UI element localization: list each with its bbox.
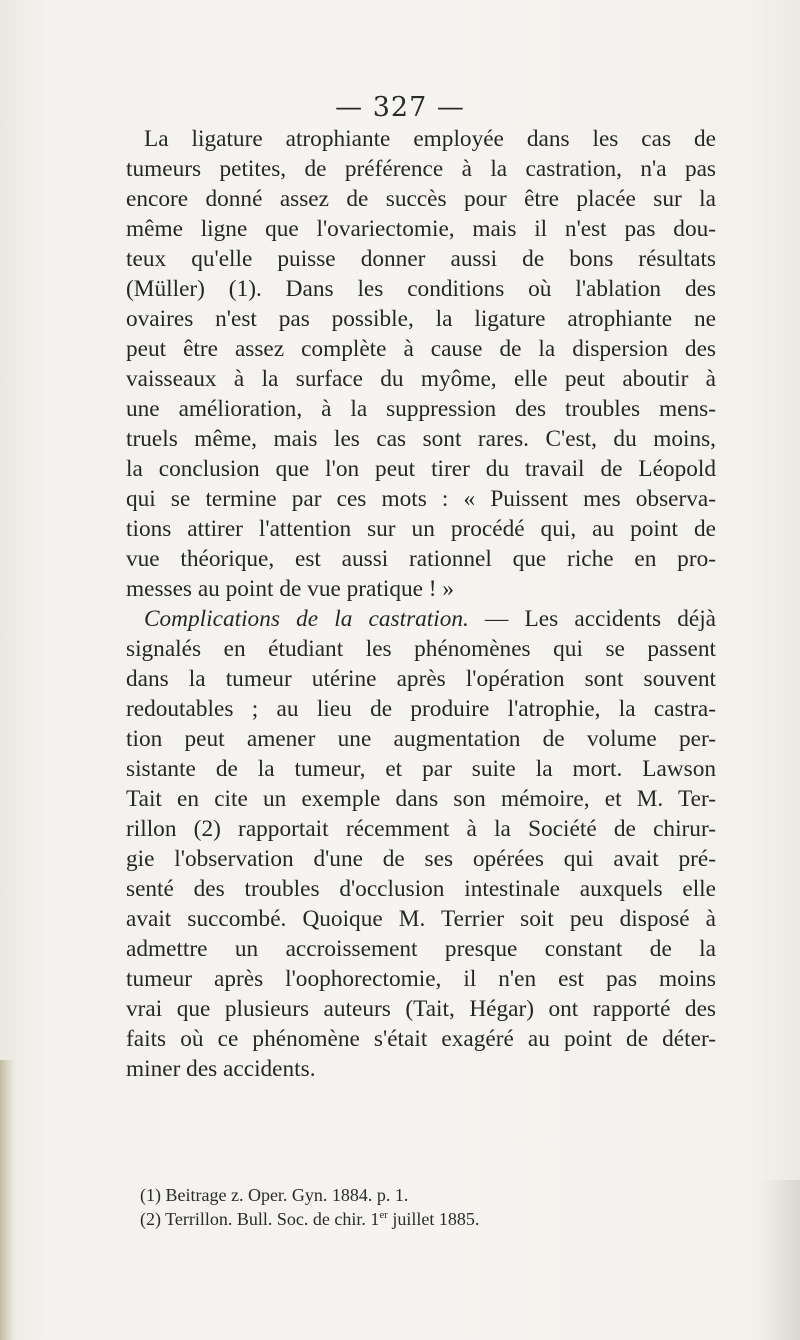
text-line: redoutables ; au lieu de produire l'atrophie, la castra-	[126, 696, 716, 722]
text-line: tion peut amener une augmentation de volume per-	[126, 726, 716, 752]
text-line: rillon (2) rapportait récemment à la Société de chirur-	[126, 816, 716, 842]
page-edge-shadow	[760, 1180, 800, 1340]
text-line: gie l'observation d'une de ses opérées qui avait pré-	[126, 846, 716, 872]
text-line: miner des accidents.	[126, 1056, 316, 1082]
text-line: avait succombé. Quoique M. Terrier soit peu disposé à	[126, 906, 716, 932]
text-line: (Müller) (1). Dans les conditions où l'ablation des	[126, 276, 716, 302]
section-heading: Complications de la castration.	[144, 606, 469, 632]
footnote-1: (1) Beitrage z. Oper. Gyn. 1884. p. 1.	[140, 1185, 409, 1205]
footnote-2-date: juillet 1885.	[387, 1209, 480, 1229]
text-line: Tait en cite un exemple dans son mémoire, et M. Ter-	[126, 786, 716, 812]
text-line: teux qu'elle puisse donner aussi de bons résultats	[126, 246, 716, 272]
footnotes	[140, 1183, 660, 1231]
text-line: vue théorique, est aussi rationnel que riche en pro-	[126, 546, 716, 572]
page-edge-stain	[0, 1060, 14, 1340]
section-heading-line	[126, 604, 716, 634]
text-line: ovaires n'est pas possible, la ligature atrophiante ne	[126, 306, 716, 332]
text-line: admettre un accroissement presque constant de la	[126, 936, 716, 962]
section-line-lead: — Les accidents déjà	[468, 606, 717, 632]
text-line: la conclusion que l'on peut tirer du travail de Léopold	[126, 456, 716, 482]
footnote-2	[140, 1207, 660, 1231]
page-number: — 327 —	[335, 92, 465, 123]
text-line: tumeurs petites, de préférence à la castration, n'a pas	[126, 156, 716, 182]
text-line: tumeur après l'oophorectomie, il n'en est pas moins	[126, 966, 716, 992]
body-text	[126, 124, 716, 1084]
text-line: senté des troubles d'occlusion intestinale auxquels elle	[126, 876, 716, 902]
text-line: signalés en étudiant les phénomènes qui se passent	[126, 636, 716, 662]
text-line: une amélioration, à la suppression des troubles mens-	[126, 396, 716, 422]
text-line: messes au point de vue pratique ! »	[126, 576, 455, 602]
text-line: peut être assez complète à cause de la dispersion des	[126, 336, 716, 362]
text-line: vrai que plusieurs auteurs (Tait, Hégar) ont rapporté des	[126, 996, 716, 1022]
footnote-2-superscript: er	[379, 1209, 388, 1221]
text-line: dans la tumeur utérine après l'opération sont souvent	[126, 666, 716, 692]
text-line: truels même, mais les cas sont rares. C'est, du moins,	[126, 426, 716, 452]
text-line: La ligature atrophiante employée dans les cas de	[144, 126, 716, 152]
text-line: même ligne que l'ovariectomie, mais il n'est pas dou-	[126, 216, 716, 242]
text-line: encore donné assez de succès pour être placée sur la	[126, 186, 716, 212]
text-line: vaisseaux à la surface du myôme, elle peut aboutir à	[126, 366, 716, 392]
footnote-2-text: (2) Terrillon. Bull. Soc. de chir. 1	[140, 1209, 380, 1229]
text-line: tions attirer l'attention sur un procédé qui, au point de	[126, 516, 716, 542]
text-line: qui se termine par ces mots : « Puissent mes observa-	[126, 486, 716, 512]
text-line: faits où ce phénomène s'était exagéré au point de déter-	[126, 1026, 716, 1052]
text-line: sistante de la tumeur, et par suite la mort. Lawson	[126, 756, 716, 782]
